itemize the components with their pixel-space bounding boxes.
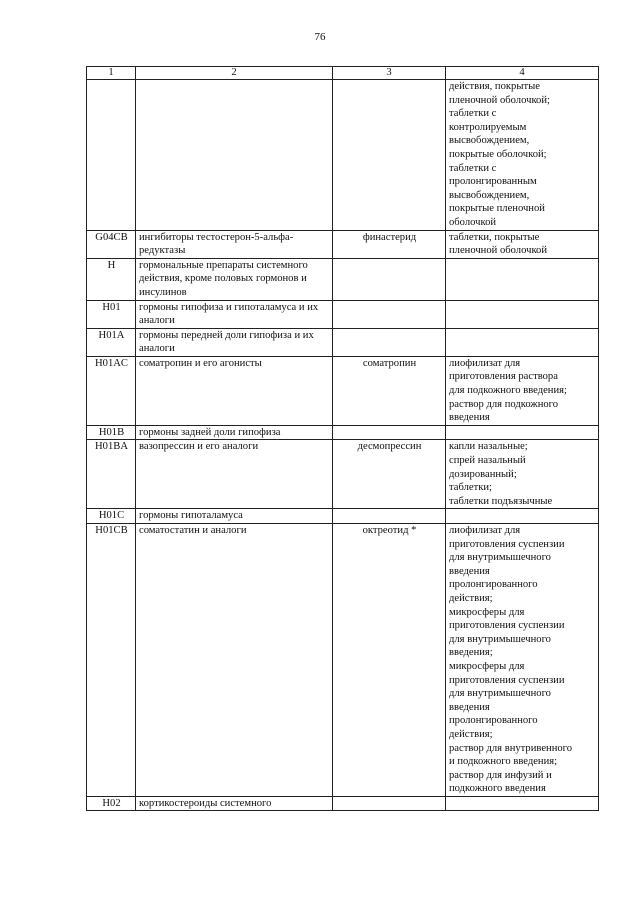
dosage-form-cell: действия, покрытые пленочной оболочкой; таблетки с контролируемым высвобождением, покрытые оболочкой; таблетки с пролонгированным высвобождением, покрытые пленочной оболочкой bbox=[446, 80, 599, 231]
page-number: 76 bbox=[314, 31, 326, 43]
drug-cell bbox=[333, 80, 446, 231]
drug-cell: октреотид * bbox=[333, 524, 446, 797]
atc-code-cell: G04CB bbox=[87, 230, 136, 258]
table-row bbox=[87, 80, 599, 231]
dosage-form-cell bbox=[446, 300, 599, 328]
drug-cell: финастерид bbox=[333, 230, 446, 258]
group-cell: гормоны передней доли гипофиза и их аналоги bbox=[136, 328, 333, 356]
table-row bbox=[87, 328, 599, 356]
group-cell: ингибиторы тестостерон-5-альфа-редуктазы bbox=[136, 230, 333, 258]
group-cell: соматостатин и аналоги bbox=[136, 524, 333, 797]
medication-table bbox=[86, 66, 599, 811]
table-row bbox=[87, 258, 599, 300]
drug-cell bbox=[333, 425, 446, 440]
dosage-form-cell: лиофилизат для приготовления раствора для подкожного введения; раствор для подкожного введения bbox=[446, 356, 599, 425]
column-header: 1 bbox=[87, 67, 136, 80]
column-header: 3 bbox=[333, 67, 446, 80]
table-row bbox=[87, 425, 599, 440]
drug-cell bbox=[333, 796, 446, 811]
table-row bbox=[87, 796, 599, 811]
table-row bbox=[87, 440, 599, 509]
dosage-form-cell bbox=[446, 796, 599, 811]
atc-code-cell: H01B bbox=[87, 425, 136, 440]
group-cell: гормональные препараты системного действия, кроме половых гормонов и инсулинов bbox=[136, 258, 333, 300]
column-header: 4 bbox=[446, 67, 599, 80]
drug-cell bbox=[333, 509, 446, 524]
column-header: 2 bbox=[136, 67, 333, 80]
atc-code-cell: H bbox=[87, 258, 136, 300]
dosage-form-cell bbox=[446, 258, 599, 300]
dosage-form-cell: лиофилизат для приготовления суспензии для внутримышечного введения пролонгированного действия; микросферы для приготовления суспензии для внутримышечного введения; микросферы для приготовления суспензии для внутримышечного введения пролонгированного действия; раствор для внутривенного и подкожного введения; раствор для инфузий и подкожного введения bbox=[446, 524, 599, 797]
drug-cell bbox=[333, 300, 446, 328]
table-row bbox=[87, 509, 599, 524]
table-row bbox=[87, 524, 599, 797]
atc-code-cell: H01BA bbox=[87, 440, 136, 509]
dosage-form-cell bbox=[446, 509, 599, 524]
group-cell bbox=[136, 80, 333, 231]
group-cell: гормоны гипофиза и гипоталамуса и их аналоги bbox=[136, 300, 333, 328]
drug-cell bbox=[333, 258, 446, 300]
atc-code-cell: H01A bbox=[87, 328, 136, 356]
atc-code-cell: H02 bbox=[87, 796, 136, 811]
dosage-form-cell bbox=[446, 425, 599, 440]
atc-code-cell bbox=[87, 80, 136, 231]
group-cell: гормоны гипоталамуса bbox=[136, 509, 333, 524]
group-cell: гормоны задней доли гипофиза bbox=[136, 425, 333, 440]
group-cell: кортикостероиды системного bbox=[136, 796, 333, 811]
group-cell: вазопрессин и его аналоги bbox=[136, 440, 333, 509]
drug-cell: десмопрессин bbox=[333, 440, 446, 509]
dosage-form-cell: капли назальные; спрей назальный дозированный; таблетки; таблетки подъязычные bbox=[446, 440, 599, 509]
drug-cell: соматропин bbox=[333, 356, 446, 425]
table-header-row bbox=[87, 67, 599, 80]
atc-code-cell: H01CB bbox=[87, 524, 136, 797]
dosage-form-cell: таблетки, покрытые пленочной оболочкой bbox=[446, 230, 599, 258]
table-row bbox=[87, 230, 599, 258]
group-cell: соматропин и его агонисты bbox=[136, 356, 333, 425]
table-row bbox=[87, 356, 599, 425]
table-row bbox=[87, 300, 599, 328]
atc-code-cell: H01 bbox=[87, 300, 136, 328]
atc-code-cell: H01AC bbox=[87, 356, 136, 425]
dosage-form-cell bbox=[446, 328, 599, 356]
drug-cell bbox=[333, 328, 446, 356]
atc-code-cell: H01C bbox=[87, 509, 136, 524]
